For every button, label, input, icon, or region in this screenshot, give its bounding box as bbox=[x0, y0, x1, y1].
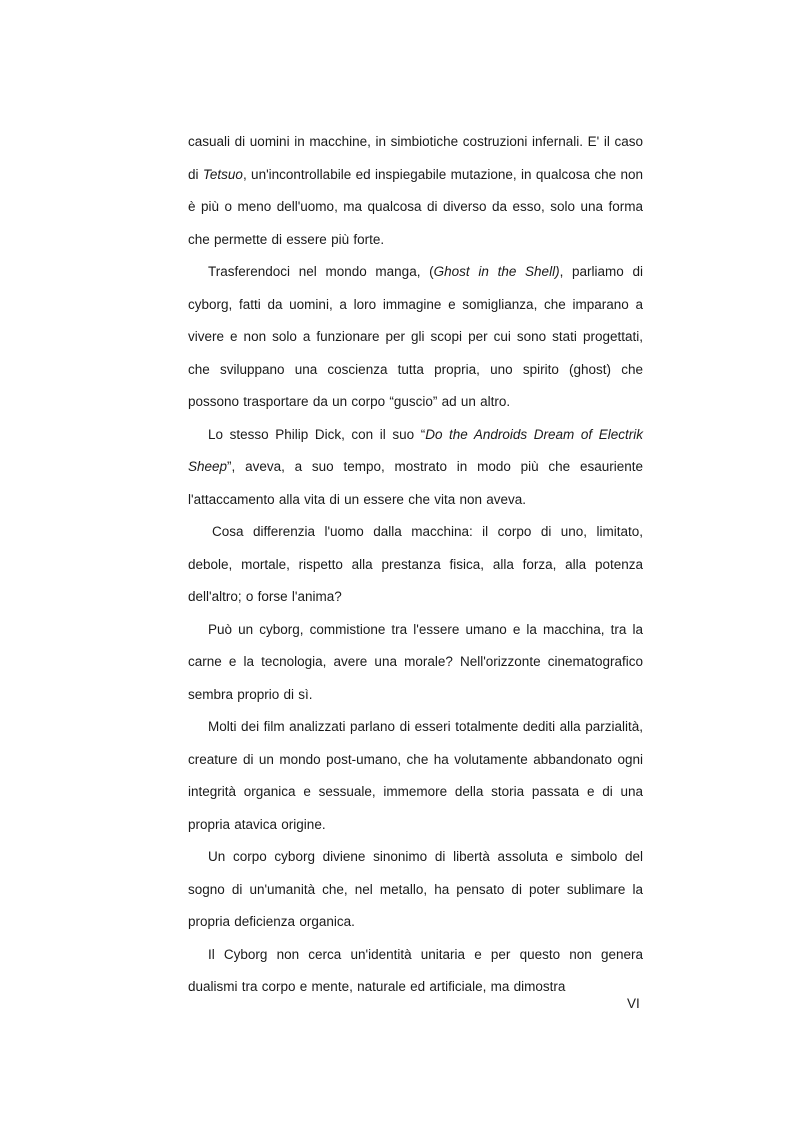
page-number: VI bbox=[627, 996, 640, 1011]
paragraph-3-text-rest: ”, aveva, a suo tempo, mostrato in modo più che esauriente l'attaccamento alla vita di un essere che vita non aveva. bbox=[188, 459, 643, 507]
paragraph-1-text-rest: , un'incontrollabile ed inspiegabile mutazione, in qualcosa che non è più o meno dell'uomo, ma qualcosa di diverso da esso, solo una forma che permette di essere più forte. bbox=[188, 166, 644, 247]
paragraph-2-italic-title: Ghost in the Shell) bbox=[433, 264, 560, 279]
paragraph-5: Può un cyborg, commistione tra l'essere umano e la macchina, tra la carne e la tecnologia, avere una morale? Nell'orizzonte cinematografico sembra proprio di sì. bbox=[188, 621, 643, 702]
paragraph-8: Il Cyborg non cerca un'identità unitaria e per questo non genera dualismi tra corpo e mente, naturale ed artificiale, ma dimostra bbox=[188, 946, 643, 994]
paragraph-3 bbox=[188, 419, 643, 517]
paragraph-2 bbox=[188, 256, 643, 419]
paragraph-1-italic-title: Tetsuo bbox=[202, 166, 243, 182]
page-body bbox=[188, 126, 643, 1004]
paragraph-2-text-rest: , parliamo di cyborg, fatti da uomini, a loro immagine e somiglianza, che imparano a vivere e non solo a funzionare per gli scopi per cui sono stati progettati, che sviluppano una coscienza tutta propria, uno spirito (ghost) che possono trasportare da un corpo “guscio” ad un altro. bbox=[188, 264, 643, 409]
paragraph-1 bbox=[188, 126, 643, 256]
paragraph-4: Cosa differenzia l'uomo dalla macchina: il corpo di uno, limitato, debole, mortale, rispetto alla prestanza fisica, alla forza, alla potenza dell'altro; o forse l'anima? bbox=[188, 524, 643, 604]
paragraph-3-text: Lo stesso Philip Dick, con il suo “ bbox=[208, 426, 426, 442]
paragraph-6: Molti dei film analizzati parlano di esseri totalmente dediti alla parzialità, creature di un mondo post-umano, che ha volutamente abbandonato ogni integrità organica e sessuale, immemore della storia passata e di una propria atavica origine. bbox=[188, 719, 643, 832]
paragraph-7: Un corpo cyborg diviene sinonimo di libertà assoluta e simbolo del sogno di un'umanità che, nel metallo, ha pensato di poter sublimare la propria deficienza organica. bbox=[188, 849, 643, 929]
paragraph-1-text: casuali di uomini in macchine, in simbiotiche costruzioni infernali. E' il caso di bbox=[188, 134, 643, 182]
paragraph-3-italic-title: Do the Androids Dream of Electrik Sheep bbox=[188, 426, 643, 474]
paragraph-2-text: Trasferendoci nel mondo manga, ( bbox=[208, 264, 434, 279]
